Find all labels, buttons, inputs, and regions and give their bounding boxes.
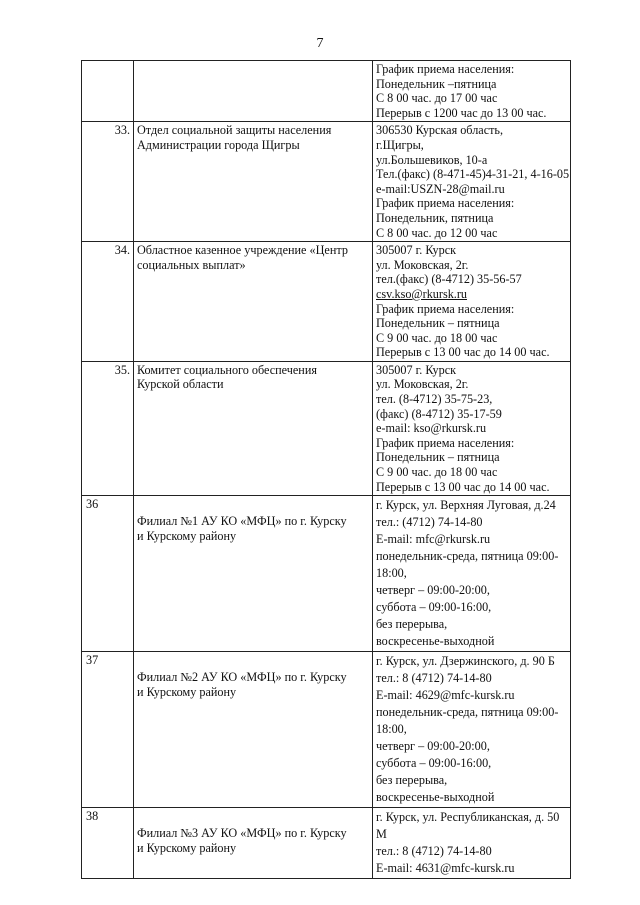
organization-name-line: Филиал №3 АУ КО «МФЦ» по г. Курску [137,826,347,841]
organization-name [134,61,373,122]
organization-name [134,652,373,808]
row-number: 36 [82,496,134,652]
organization-name-line: Комитет социального обеспечения [137,362,317,377]
contact-line: без перерыва, [376,773,448,788]
contact-line: без перерыва, [376,617,448,632]
contact-line: С 8 00 час. до 12 00 час [376,225,498,240]
organization-name [134,361,373,495]
email-text: csv.kso@rkursk.ru [376,286,467,301]
table-row [82,242,571,362]
contact-line: 18:00, [376,566,407,581]
contact-line: Понедельник – пятница [376,316,500,331]
contact-line: тел.: (4712) 74-14-80 [376,515,483,530]
contact-info [373,808,571,879]
email-text: E-mail: 4631@mfc-kursk.ru [376,861,515,876]
contact-line: суббота – 09:00-16:00, [376,600,492,615]
table-body [82,61,571,879]
contact-info [373,361,571,495]
contact-line: тел.: 8 (4712) 74-14-80 [376,671,492,686]
email-text: e-mail:USZN-28@mail.ru [376,181,505,196]
organization-name-line: Филиал №2 АУ КО «МФЦ» по г. Курску [137,670,347,685]
email-text: e-mail: kso@rkursk.ru [376,421,487,436]
contact-line: Перерыв с 1200 час до 13 00 час. [376,105,547,120]
contact-line: ул.Большевиков, 10-а [376,152,488,167]
organization-name [134,242,373,362]
contact-line: тел. (8-4712) 35-75-23, [376,392,493,407]
contact-line: г. Курск, ул. Республиканская, д. 50 [376,810,560,825]
contact-line: суббота – 09:00-16:00, [376,756,492,771]
row-number: 35. [82,361,134,495]
table-row [82,122,571,242]
contact-line: ул. Моковская, 2г. [376,257,469,272]
contact-line: четверг – 09:00-20:00, [376,583,490,598]
organization-name-line: и Курскому району [137,684,237,699]
organization-name [134,808,373,879]
table-row [82,361,571,495]
contact-line: 305007 г. Курск [376,362,457,377]
organization-name-line: и Курскому району [137,528,237,543]
contact-line: С 9 00 час. до 18 00 час [376,330,498,345]
organization-name [134,496,373,652]
contact-line: г. Курск, ул. Верхняя Луговая, д.24 [376,498,556,513]
organization-name-line: Курской области [137,377,224,392]
contact-info [373,242,571,362]
contact-line: С 8 00 час. до 17 00 час [376,91,498,106]
contact-line: Перерыв с 13 00 час до 14 00 час. [376,479,550,494]
contact-line: воскресенье-выходной [376,790,495,805]
row-number: 34. [82,242,134,362]
contact-line: 306530 Курская область, [376,123,504,138]
contact-line: понедельник-среда, пятница 09:00- [376,705,559,720]
organization-name-line: и Курскому району [137,840,237,855]
contact-line: тел.(факс) (8-4712) 35-56-57 [376,272,522,287]
contact-line: г.Щигры, [376,137,424,152]
row-number: 33. [82,122,134,242]
organization-name-line: Областное казенное учреждение «Центр [137,243,348,258]
contact-line: (факс) (8-4712) 35-17-59 [376,406,502,421]
organization-name-line: Отдел социальной защиты населения [137,123,332,138]
contact-info [373,61,571,122]
organization-name-line: Филиал №1 АУ КО «МФЦ» по г. Курску [137,514,347,529]
contact-line: График приема населения: [376,301,515,316]
contact-line: 305007 г. Курск [376,243,457,258]
contact-info [373,652,571,808]
contact-line: График приема населения: [376,435,515,450]
table-row [82,496,571,652]
contact-line: М [376,827,387,842]
contact-line: тел.: 8 (4712) 74-14-80 [376,844,492,859]
table-row [82,61,571,122]
contact-line: Понедельник – пятница [376,450,500,465]
contact-line: Понедельник –пятница [376,76,497,91]
contacts-table [81,60,571,879]
contact-line: С 9 00 час. до 18 00 час [376,465,498,480]
contact-line: г. Курск, ул. Дзержинского, д. 90 Б [376,654,555,669]
contact-line: понедельник-среда, пятница 09:00- [376,549,559,564]
organization-name-line: Администрации города Щигры [137,137,300,152]
contact-line: ул. Моковская, 2г. [376,377,469,392]
contact-line: График приема населения: [376,62,515,76]
row-number: 37 [82,652,134,808]
contact-line: Тел.(факс) (8-471-45)4-31-21, 4-16-05 [376,167,570,182]
contact-line: 18:00, [376,722,407,737]
contact-line: Перерыв с 13 00 час до 14 00 час. [376,345,550,360]
organization-name [134,122,373,242]
row-number [82,61,134,122]
page-number: 7 [316,36,324,51]
contact-line: Понедельник, пятница [376,210,494,225]
contact-info [373,122,571,242]
email-text: E-mail: mfc@rkursk.ru [376,532,491,547]
contact-line: воскресенье-выходной [376,634,495,649]
organization-name-line: социальных выплат» [137,257,246,272]
email-text: E-mail: 4629@mfc-kursk.ru [376,688,515,703]
contact-line: четверг – 09:00-20:00, [376,739,490,754]
table-row [82,652,571,808]
row-number: 38 [82,808,134,879]
contact-info [373,496,571,652]
contact-line: График приема населения: [376,196,515,211]
table-row [82,808,571,879]
